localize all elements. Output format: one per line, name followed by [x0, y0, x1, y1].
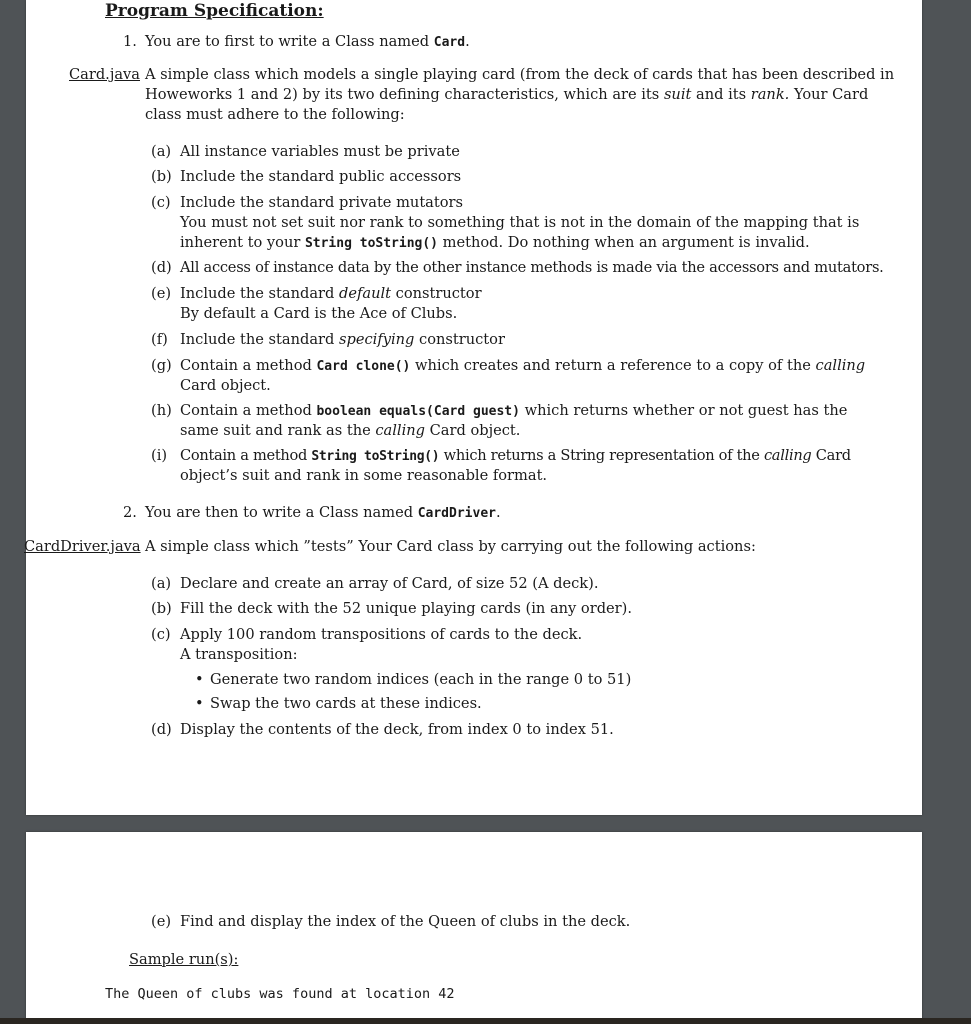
driver-item-a-label: (a): [151, 575, 172, 592]
card-item-g-text: Contain a method Card clone() which creates and return a reference to a copy of the calling: [180, 357, 866, 374]
driver-item-b-label: (b): [151, 600, 172, 617]
card-java-desc-line1: A simple class which models a single playing card (from the deck of cards that has been described in: [145, 66, 895, 83]
card-item-h-label: (h): [151, 402, 172, 419]
driver-item-d-label: (d): [151, 721, 172, 738]
driver-item-d-text: Display the contents of the deck, from index 0 to index 51.: [180, 721, 614, 738]
card-item-i-line2: object’s suit and rank in some reasonable format.: [180, 467, 548, 484]
card-java-label: Card.java: [69, 66, 140, 83]
driver-item-c-line2: A transposition:: [180, 646, 298, 663]
card-item-a-label: (a): [151, 143, 172, 160]
card-item-c-line2: You must not set suit nor rank to something that is not in the domain of the mapping that is: [180, 214, 860, 231]
driver-item-e-text: Find and display the index of the Queen of clubs in the deck.: [180, 913, 631, 930]
carddriver-java-desc: A simple class which ”tests” Your Card class by carrying out the following actions:: [145, 538, 756, 555]
carddriver-java-label: CardDriver.java: [24, 538, 141, 555]
card-item-e-line2: By default a Card is the Ace of Clubs.: [180, 305, 458, 322]
card-item-f-label: (f): [151, 331, 168, 348]
document-page-1: [26, 0, 922, 815]
sample-output: The Queen of clubs was found at location 42: [105, 986, 455, 1002]
card-item-g-line2: Card object.: [180, 377, 271, 394]
card-item-b-text: Include the standard public accessors: [180, 168, 462, 185]
card-item-c-label: (c): [151, 194, 171, 211]
item-1-label: 1.: [123, 33, 137, 50]
driver-item-a-text: Declare and create an array of Card, of size 52 (A deck).: [180, 575, 599, 592]
card-item-d-text: All access of instance data by the other instance methods is made via the accessors and mutators.: [180, 259, 884, 276]
card-java-desc-line3: class must adhere to the following:: [145, 106, 405, 123]
card-item-h-text: Contain a method boolean equals(Card guest) which returns whether or not guest has the: [180, 402, 848, 419]
card-item-g-label: (g): [151, 357, 172, 374]
card-item-d-label: (d): [151, 259, 172, 276]
card-item-i-label: (i): [151, 447, 168, 464]
document-page-2: [26, 832, 922, 1024]
card-item-i-text: Contain a method String toString() which returns a String representation of the calling Card: [180, 447, 851, 464]
driver-item-c-text: Apply 100 random transpositions of cards to the deck.: [180, 626, 583, 643]
bullet-item-2: Swap the two cards at these indices.: [210, 695, 482, 712]
bullet-icon: •: [195, 695, 204, 712]
card-item-e-text: Include the standard default constructor: [180, 285, 482, 302]
driver-item-c-label: (c): [151, 626, 171, 643]
driver-item-b-text: Fill the deck with the 52 unique playing cards (in any order).: [180, 600, 632, 617]
card-item-f-text: Include the standard specifying constructor: [180, 331, 505, 348]
program-specification-heading: Program Specification:: [105, 1, 324, 21]
card-item-a-text: All instance variables must be private: [180, 143, 460, 160]
taskbar-strip: [0, 1018, 971, 1024]
sample-runs-label: Sample run(s):: [129, 951, 239, 968]
bullet-icon: •: [195, 671, 204, 688]
card-java-desc-line2: Howeworks 1 and 2) by its two defining characteristics, which are its suit and its rank. Your Card: [145, 86, 869, 103]
item-2-text: You are then to write a Class named CardDriver.: [145, 504, 501, 521]
item-1-text: You are to first to write a Class named Card.: [145, 33, 470, 50]
card-item-c-text: Include the standard private mutators: [180, 194, 464, 211]
item-2-label: 2.: [123, 504, 137, 521]
card-item-c-line3: inherent to your String toString() method. Do nothing when an argument is invalid.: [180, 234, 810, 251]
card-item-b-label: (b): [151, 168, 172, 185]
bullet-item-1: Generate two random indices (each in the range 0 to 51): [210, 671, 632, 688]
driver-item-e-label: (e): [151, 913, 172, 930]
card-item-h-line2: same suit and rank as the calling Card object.: [180, 422, 521, 439]
card-item-e-label: (e): [151, 285, 172, 302]
